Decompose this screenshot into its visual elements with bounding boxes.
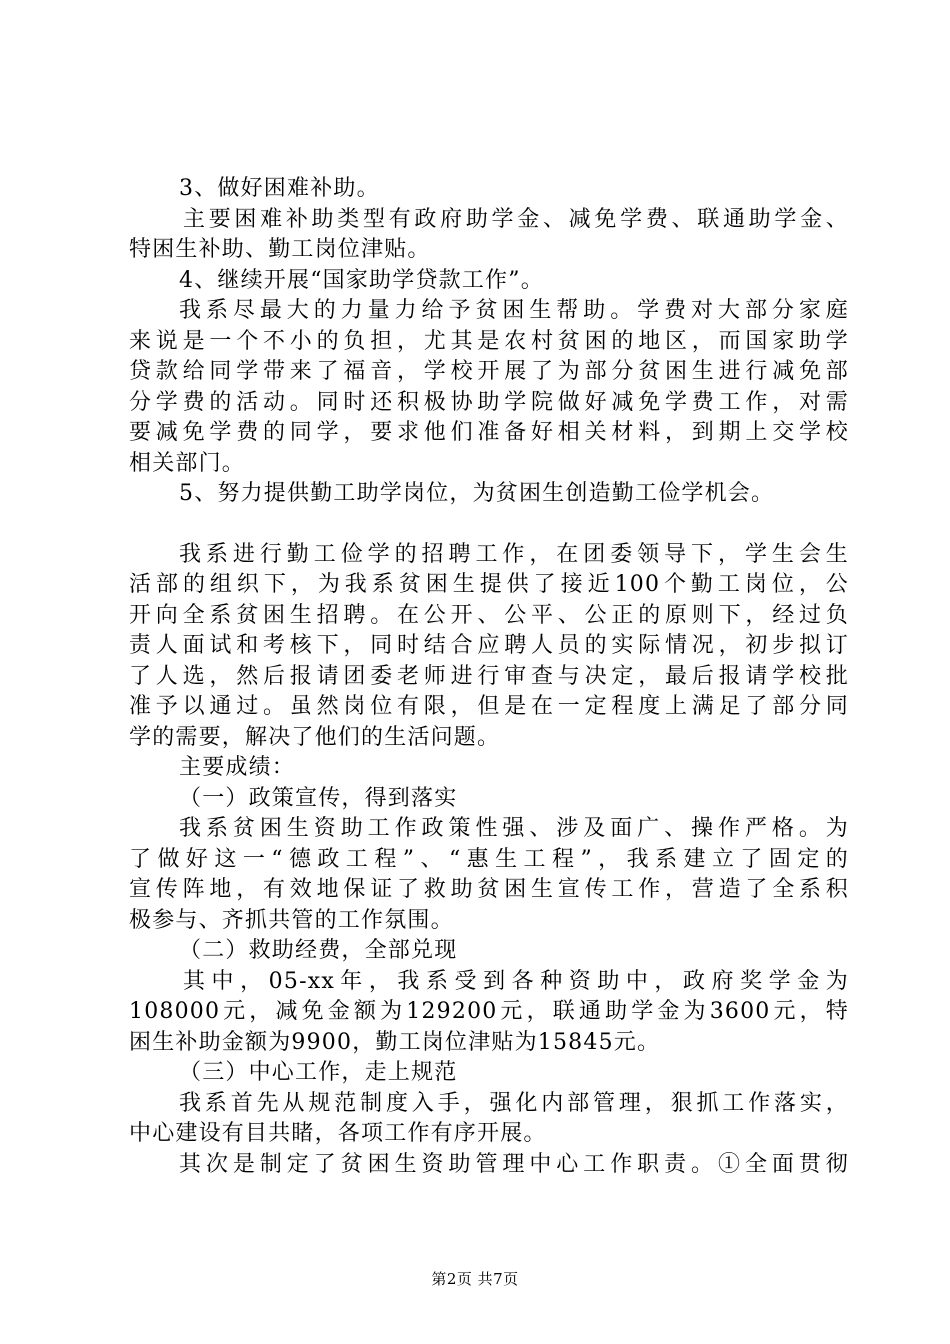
paragraph-line: 其中，05-xx年，我系受到各种资助中，政府奖学金为 <box>183 968 849 994</box>
paragraph-line: 相关部门。 <box>129 450 246 476</box>
subheading-three: （三）中心工作，走上规范 <box>179 1060 458 1085</box>
subheading-one: （一）政策宣传，得到落实 <box>179 785 458 811</box>
paragraph-line: 准予以通过。虽然岗位有限，但是在一定程度上满足了部分同 <box>129 694 849 719</box>
paragraph-line: 开向全系贫困生招聘。在公开、公平、公正的原则下，经过负 <box>129 602 849 628</box>
paragraph-line: 108000元，减免金额为129200元，联通助学金为3600元，特 <box>129 999 849 1024</box>
document-body <box>129 174 849 1180</box>
paragraph-line: 主要困难补助类型有政府助学金、减免学费、联通助学金、 <box>183 206 849 232</box>
paragraph-line: 我系贫困生资助工作政策性强、涉及面广、操作严格。为 <box>179 816 849 841</box>
paragraph-line: 学的需要，解决了他们的生活问题。 <box>129 724 501 750</box>
paragraph-line: 分学费的活动。同时还积极协助学院做好减免学费工作，对需 <box>129 389 849 415</box>
paragraph-line: 宣传阵地，有效地保证了救助贫困生宣传工作，营造了全系积 <box>129 877 849 902</box>
heading-item-4: 4、继续开展“国家助学贷款工作”。 <box>179 267 544 293</box>
paragraph-line: 中心建设有目共睹，各项工作有序开展。 <box>129 1121 547 1146</box>
paragraph-line: 特困生补助、勤工岗位津贴。 <box>129 237 431 262</box>
heading-item-5: 5、努力提供勤工助学岗位，为贫困生创造勤工俭学机会。 <box>179 481 775 506</box>
section-heading-achievements: 主要成绩： <box>179 755 296 780</box>
paragraph-line: 要减免学费的同学，要求他们准备好相关材料，到期上交学校 <box>129 420 849 445</box>
paragraph-line: 我系进行勤工俭学的招聘工作，在团委领导下，学生会生 <box>179 541 849 567</box>
paragraph-line: 了人选，然后报请团委老师进行审查与决定，最后报请学校批 <box>129 663 849 689</box>
paragraph-line: 活部的组织下，为我系贫困生提供了接近100个勤工岗位，公 <box>129 572 849 597</box>
paragraph-line: 了做好这一“德政工程”、“惠生工程”，我系建立了固定的 <box>129 846 849 872</box>
paragraph-line: 贷款给同学带来了福音，学校开展了为部分贫困生进行减免部 <box>129 359 849 384</box>
paragraph-line: 困生补助金额为9900，勤工岗位津贴为15845元。 <box>129 1029 661 1055</box>
paragraph-line: 我系尽最大的力量力给予贫困生帮助。学费对大部分家庭 <box>179 298 849 323</box>
paragraph-line: 极参与、齐抓共管的工作氛围。 <box>129 907 454 933</box>
paragraph-line: 其次是制定了贫困生资助管理中心工作职责。①全面贯彻 <box>179 1151 849 1177</box>
page-number-footer: 第2页 共7页 <box>431 1270 519 1288</box>
paragraph-gap <box>129 510 849 540</box>
paragraph-line: 责人面试和考核下，同时结合应聘人员的实际情况，初步拟订 <box>129 633 849 658</box>
heading-item-3: 3、做好困难补助。 <box>179 176 380 201</box>
paragraph-line: 我系首先从规范制度入手，强化内部管理，狠抓工作落实， <box>179 1090 849 1116</box>
subheading-two: （二）救助经费，全部兑现 <box>179 938 458 963</box>
paragraph-line: 来说是一个不小的负担，尤其是农村贫困的地区，而国家助学 <box>129 328 849 354</box>
